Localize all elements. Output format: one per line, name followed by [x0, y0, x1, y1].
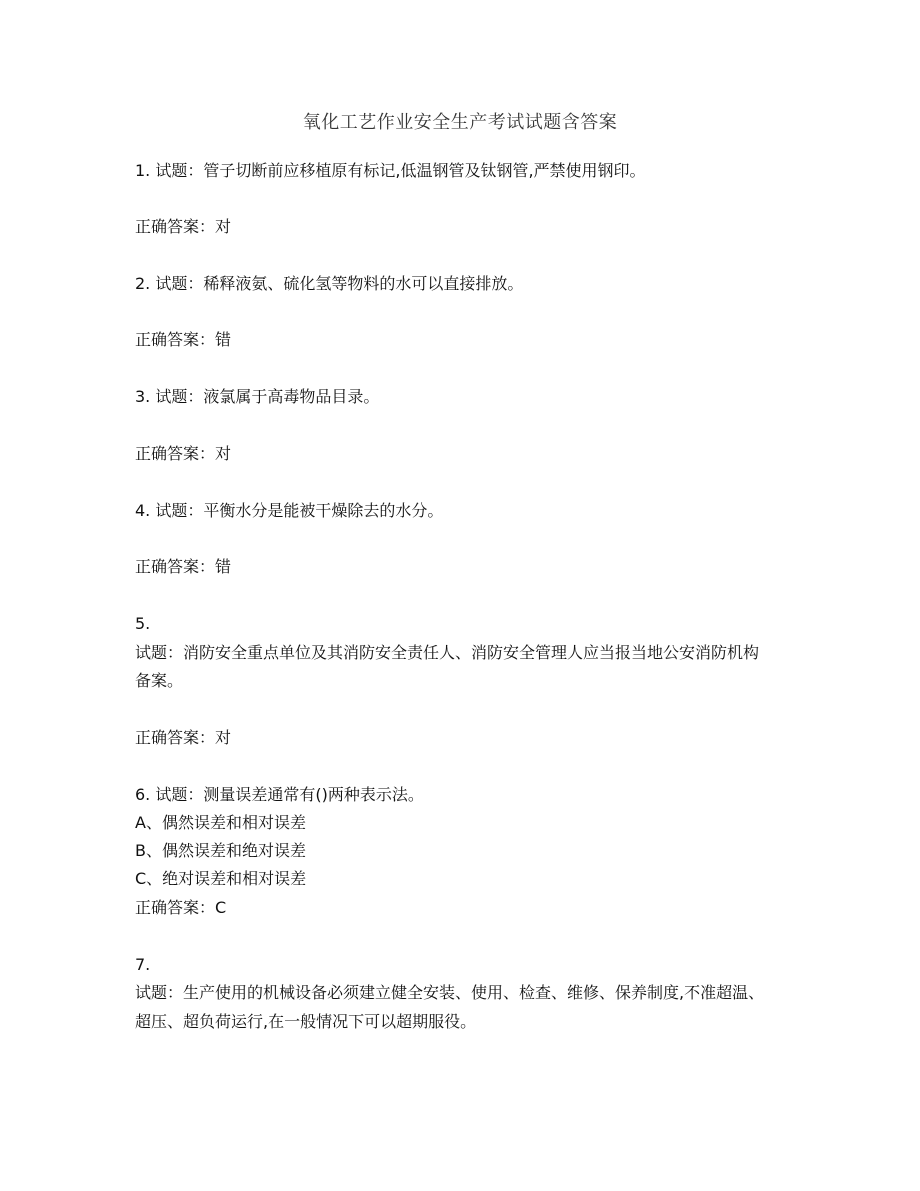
- question-7-text-line-2: 超压、超负荷运行,在一般情况下可以超期服役。: [135, 1012, 477, 1031]
- question-2-answer: 正确答案：错: [135, 330, 232, 349]
- question-1-answer: 正确答案：对: [135, 217, 232, 236]
- question-6-text: 6. 试题：测量误差通常有()两种表示法。: [135, 785, 424, 804]
- question-4-answer: 正确答案：错: [135, 557, 232, 576]
- question-4-text: 4. 试题：平衡水分是能被干燥除去的水分。: [135, 501, 444, 520]
- question-5-answer: 正确答案：对: [135, 728, 232, 747]
- question-3-text: 3. 试题：液氯属于高毒物品目录。: [135, 387, 380, 406]
- question-7-number: 7.: [135, 955, 151, 974]
- question-6-option-a: A、偶然误差和相对误差: [135, 813, 306, 832]
- question-2-text: 2. 试题：稀释液氨、硫化氢等物料的水可以直接排放。: [135, 274, 524, 293]
- question-1-text: 1. 试题：管子切断前应移植原有标记,低温钢管及钛钢管,严禁使用钢印。: [135, 161, 646, 180]
- question-6-option-c: C、绝对误差和相对误差: [135, 869, 307, 888]
- question-5-number: 5.: [135, 614, 151, 633]
- question-6-answer: 正确答案：C: [135, 898, 227, 917]
- question-7-text-line-1: 试题：生产使用的机械设备必须建立健全安装、使用、检查、维修、保养制度,不准超温、: [135, 983, 765, 1002]
- question-5-text-line-2: 备案。: [135, 671, 184, 690]
- question-3-answer: 正确答案：对: [135, 444, 232, 463]
- document-title: 氧化工艺作业安全生产考试试题含答案: [302, 112, 618, 133]
- question-6-option-b: B、偶然误差和绝对误差: [135, 841, 306, 860]
- question-5-text-line-1: 试题：消防安全重点单位及其消防安全责任人、消防安全管理人应当报当地公安消防机构: [135, 643, 760, 662]
